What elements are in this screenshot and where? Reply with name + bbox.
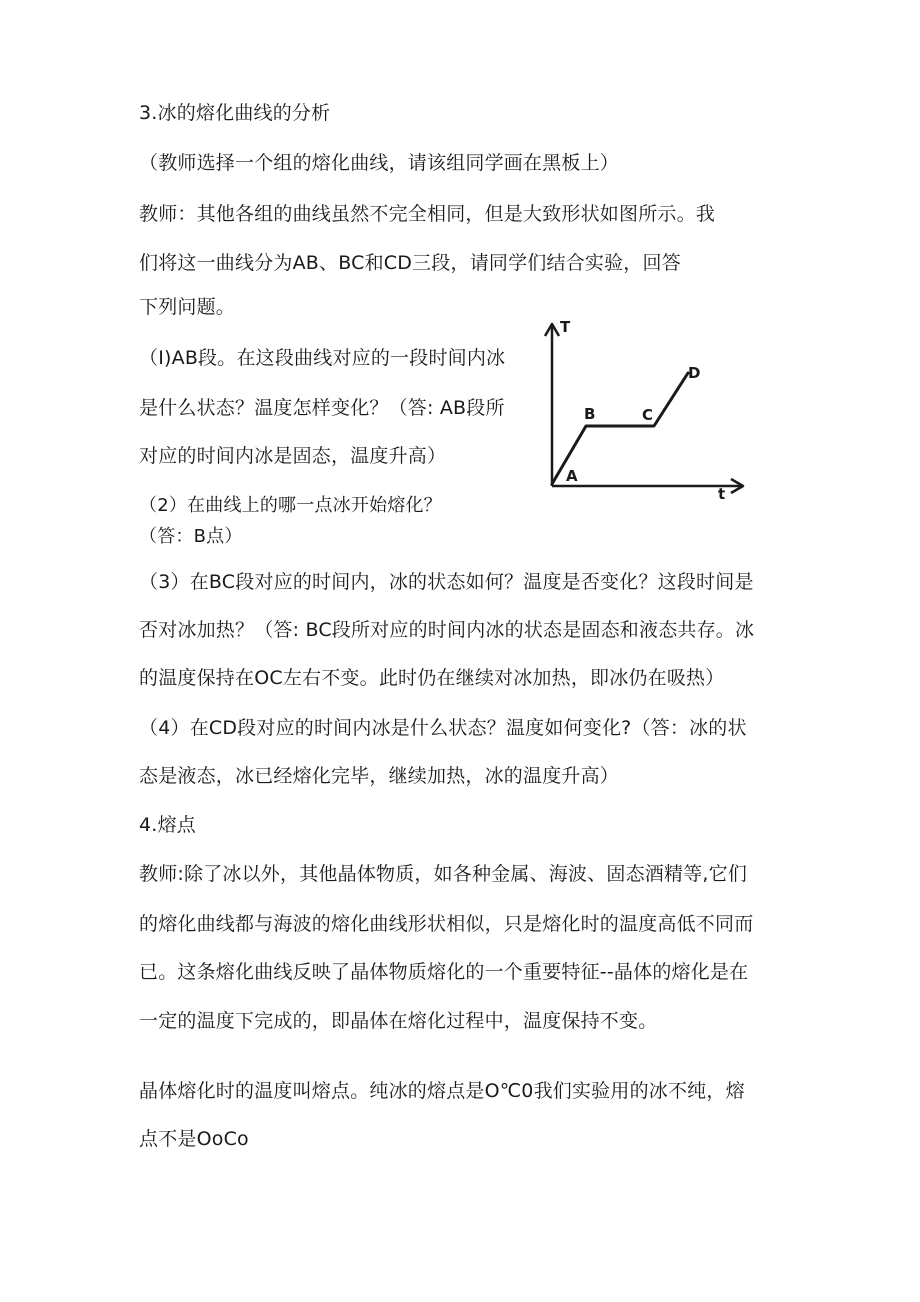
question-3-line: （3）在BC段对应的时间内，冰的状态如何？温度是否变化？这段时间是 (139, 571, 754, 593)
teacher-paragraph-line: 下列问题。 (139, 296, 236, 318)
section3-heading: 3.冰的熔化曲线的分析 (139, 102, 331, 124)
question-4-line: 态是液态，冰已经熔化完毕，继续加热，冰的温度升高） (139, 765, 620, 787)
teacher-paragraph-line: 教师：其他各组的曲线虽然不完全相同，但是大致形状如图所示。我 (139, 203, 716, 225)
point-label-D: D (688, 364, 701, 382)
question-2-line: （2）在曲线上的哪一点冰开始熔化？ (139, 495, 442, 516)
question-3-line: 否对冰加热？（答: BC段所对应的时间内冰的状态是固态和液态共存。冰 (139, 619, 755, 641)
question-1-line: 对应的时间内冰是固态，温度升高） (139, 445, 447, 467)
teacher-paragraph-line: 教师:除了冰以外，其他晶体物质，如各种金属、海波、固态酒精等,它们 (139, 863, 748, 885)
melting-curve-figure (538, 316, 750, 502)
point-label-A: A (566, 467, 578, 485)
axis-label-t: t (718, 485, 726, 502)
definition-line: 点不是OoCo (139, 1128, 249, 1150)
intro-note: （教师选择一个组的熔化曲线，请该组同学画在黑板上） (139, 152, 620, 174)
question-1-line: （I)AB段。在这段曲线对应的一段时间内冰 (139, 347, 506, 369)
melting-curve-svg (538, 316, 750, 502)
point-label-C: C (642, 406, 654, 424)
question-4-line: （4）在CD段对应的时间内冰是什么状态？温度如何变化?（答：冰的状 (139, 717, 747, 739)
teacher-paragraph-line: 们将这一曲线分为AB、BC和CD三段，请同学们结合实验，回答 (139, 252, 681, 274)
teacher-paragraph-line: 一定的温度下完成的，即晶体在熔化过程中，温度保持不变。 (139, 1010, 658, 1032)
teacher-paragraph-line: 已。这条熔化曲线反映了晶体物质熔化的一个重要特征--晶体的熔化是在 (139, 961, 749, 983)
teacher-paragraph-line: 的熔化曲线都与海波的熔化曲线形状相似，只是熔化时的温度高低不同而 (139, 913, 754, 935)
question-3-line: 的温度保持在OC左右不变。此时仍在继续对冰加热，即冰仍在吸热） (139, 667, 725, 689)
section4-heading: 4.熔点 (139, 814, 196, 836)
question-2-answer: （答：B点） (139, 526, 243, 547)
point-label-B: B (584, 405, 596, 423)
definition-line: 晶体熔化时的温度叫熔点。纯冰的熔点是O℃0我们实验用的冰不纯，熔 (139, 1080, 745, 1102)
question-1-line: 是什么状态？温度怎样变化？（答: AB段所 (139, 397, 505, 419)
axis-label-T: T (560, 318, 571, 336)
